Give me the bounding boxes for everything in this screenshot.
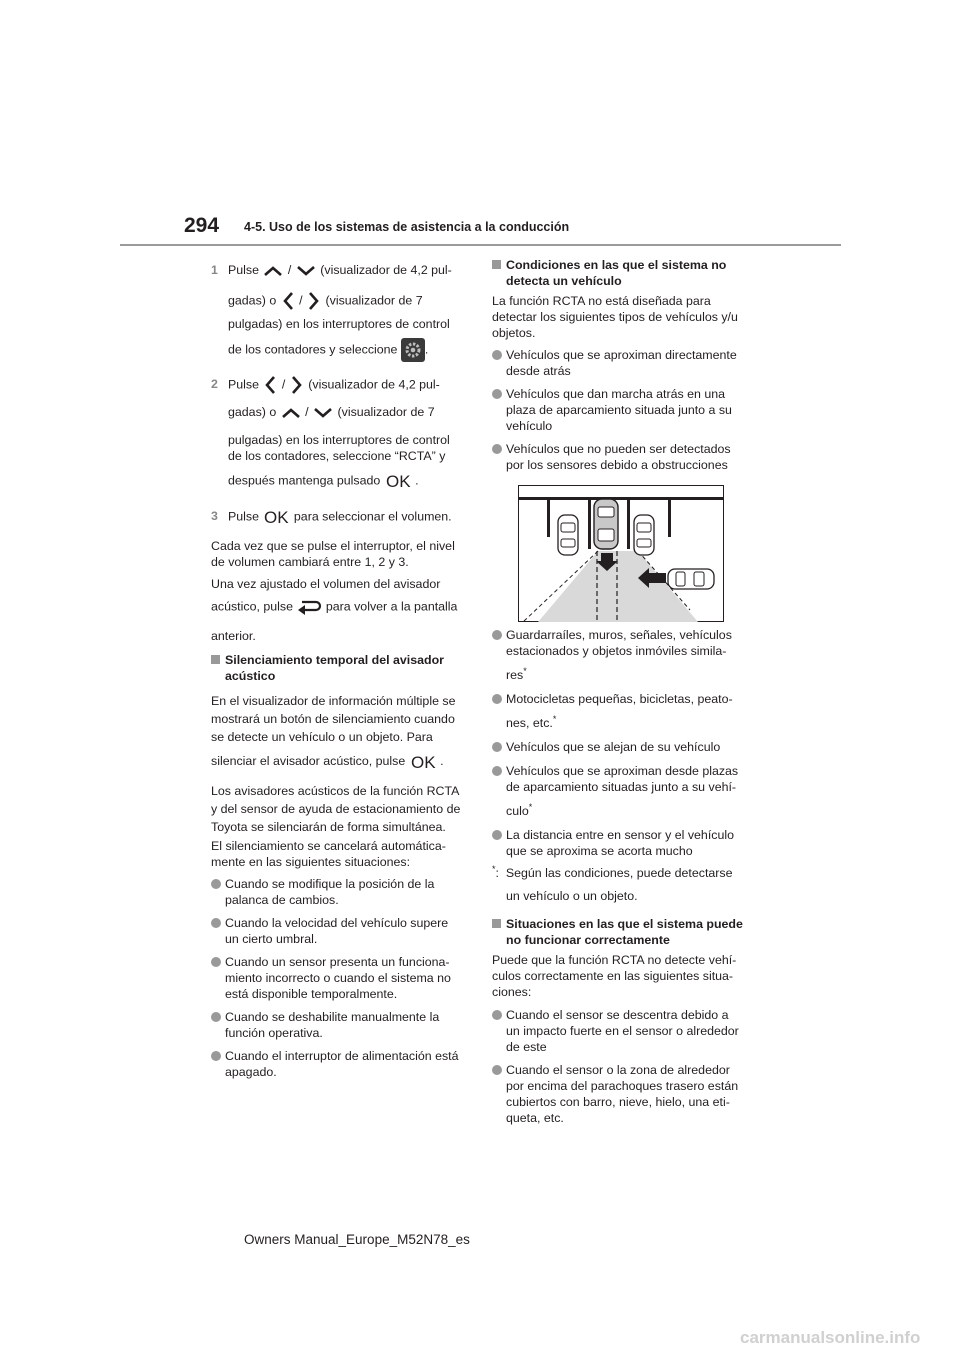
bullet-icon <box>492 1010 502 1020</box>
paragraph-return: Una vez ajustado el volumen del avisador acústico, pulse para volver a la pantalla anterior. <box>211 577 458 643</box>
bullet-icon <box>492 630 502 640</box>
footnote-marker: * <box>523 666 527 676</box>
list-item: Cuando se deshabilite manualmente la función operativa. <box>211 1009 473 1041</box>
back-arrow-icon <box>296 598 322 616</box>
bullet-icon <box>211 918 221 928</box>
approaching-vehicle-icon <box>668 569 714 589</box>
left-column <box>211 262 473 1080</box>
footnote-marker: * <box>492 864 496 875</box>
svg-text:OK: OK <box>264 508 290 526</box>
right-column <box>492 257 754 473</box>
paragraph-mute-button: En el visualizador de información múltiple se mostrará un botón de silenciamiento cuando se detecte un vehículo o un objeto. Para silenciar el avisador acústico, pulse OK . <box>211 694 456 771</box>
footer-text: Owners Manual_Europe_M52N78_es <box>244 1232 470 1247</box>
paragraph-mute-cancel: El silenciamiento se cancelará automática- mente en las siguientes situaciones: <box>211 839 446 869</box>
paragraph-may-not-detect: Puede que la función RCTA no detecte vehí- culos correctamente en las siguientes situa- ciones: <box>492 952 737 999</box>
square-bullet-icon <box>211 655 220 664</box>
chevron-left-icon <box>280 290 296 312</box>
bullet-icon <box>492 1065 502 1075</box>
chevron-down-icon <box>295 264 317 278</box>
section-title: 4-5. Uso de los sistemas de asistencia a la conducción <box>244 220 570 234</box>
parking-line <box>627 497 630 549</box>
svg-text:OK: OK <box>385 472 411 490</box>
right-bullet-list-1 <box>492 347 754 473</box>
step-number: 2 <box>211 377 218 392</box>
bullet-icon <box>492 766 502 776</box>
parked-car-left-icon <box>558 515 578 555</box>
list-item: Vehículos que se aproximan desde plazas de aparcamiento situadas junto a su vehí- culo* <box>492 763 754 819</box>
own-vehicle-icon <box>594 499 618 549</box>
list-item: Vehículos que se aproximan directamente desde atrás <box>492 347 754 379</box>
list-item: Cuando se modifique la posición de la palanca de cambios. <box>211 876 473 908</box>
chevron-up-icon <box>280 406 302 420</box>
chevron-left-icon <box>262 374 278 396</box>
gear-icon <box>401 338 425 362</box>
heading-not-detected: Condiciones en las que el sistema no detecta un vehículo <box>492 257 754 289</box>
parking-line <box>668 497 671 537</box>
footnote-marker: * <box>552 714 557 725</box>
svg-text:OK: OK <box>410 752 436 771</box>
list-item: Cuando el sensor se descentra debido a un impacto fuerte en el sensor o alrededor de este <box>492 1007 754 1055</box>
step-2: 2 Pulse / (visualizador de 4,2 pul- gadas) o / (visualizador de 7 pulgadas) en los interruptores de control de los contadores, seleccione “RCTA” y después mantenga pulsado OK . <box>211 374 473 496</box>
square-bullet-icon <box>492 919 501 928</box>
bullet-icon <box>492 830 502 840</box>
chevron-right-icon <box>289 374 305 396</box>
bullet-icon <box>492 350 502 360</box>
footnote-marker: * <box>528 802 533 813</box>
list-item: Cuando el sensor o la zona de alrededor por encima del parachoques trasero están cubiertos con barro, nieve, hielo, una eti- queta, etc. <box>492 1062 754 1126</box>
right-column-lower <box>492 627 754 1126</box>
heading-temporary-mute: Silenciamiento temporal del avisador acústico <box>211 652 473 684</box>
list-item: Cuando la velocidad del vehículo supere un cierto umbral. <box>211 915 473 947</box>
list-item: Cuando un sensor presenta un funciona- miento incorrecto o cuando el sistema no está disponible temporalmente. <box>211 954 473 1002</box>
parking-line <box>547 497 550 537</box>
paragraph-simultaneous-mute: Los avisadores acústicos de la función RCTA y del sensor de ayuda de estacionamiento de Toyota se silenciarán de forma simultánea. <box>211 784 461 834</box>
step-1: 1 Pulse / (visualizador de 4,2 pul- gadas) o / (visualizador de 7 pulgadas) en los interruptores de control de los contadores y seleccione . <box>211 262 473 364</box>
step-number: 3 <box>211 509 218 524</box>
parking-line <box>588 497 591 549</box>
ok-icon <box>409 753 437 771</box>
bullet-icon <box>211 1051 221 1061</box>
bullet-icon <box>492 742 502 752</box>
paragraph-rcta-not-designed: La función RCTA no está diseñada para detectar los siguientes tipos de vehículos y/u objetos. <box>492 294 738 340</box>
ok-icon <box>262 508 290 526</box>
heading-malfunction-situations: Situaciones en las que el sistema puede no funcionar correctamente <box>492 916 754 948</box>
bullet-icon <box>211 879 221 889</box>
chevron-down-icon <box>312 406 334 420</box>
chevron-up-icon <box>262 264 284 278</box>
left-bullet-list <box>211 876 473 1080</box>
header-rule <box>120 244 841 246</box>
list-item: La distancia entre en sensor y el vehículo que se aproxima se acorta mucho <box>492 827 754 859</box>
list-item: Vehículos que se alejan de su vehículo <box>492 739 754 755</box>
bullet-icon <box>492 389 502 399</box>
list-item: Vehículos que dan marcha atrás en una plaza de aparcamiento situada junto a su vehículo <box>492 386 754 434</box>
list-item: Vehículos que no pueden ser detectados por los sensores debido a obstrucciones <box>492 441 754 473</box>
step-3: 3 Pulse OK para seleccionar el volumen. <box>211 508 452 526</box>
square-bullet-icon <box>492 260 501 269</box>
bullet-icon <box>492 694 502 704</box>
paragraph-volume-levels: Cada vez que se pulse el interruptor, el nivel de volumen cambiará entre 1, 2 y 3. <box>211 539 455 569</box>
list-item: Motocicletas pequeñas, bicicletas, peato- nes, etc.* <box>492 691 754 731</box>
list-item: Guardarraíles, muros, señales, vehículos estacionados y objetos inmóviles simila- res* <box>492 627 754 683</box>
bullet-icon <box>211 1012 221 1022</box>
parked-car-right-icon <box>634 515 654 555</box>
parking-illustration <box>518 485 724 622</box>
page-number: 294 <box>184 214 220 237</box>
step-number: 1 <box>211 263 218 277</box>
list-item: Cuando el interruptor de alimentación está apagado. <box>211 1048 473 1080</box>
ok-icon <box>384 472 412 490</box>
footnote: *: Según las condiciones, puede detectarse un vehículo o un objeto. <box>492 864 733 903</box>
watermark: carmanualsonline.info <box>740 1328 921 1347</box>
bullet-icon <box>211 957 221 967</box>
chevron-right-icon <box>306 290 322 312</box>
bullet-icon <box>492 444 502 454</box>
